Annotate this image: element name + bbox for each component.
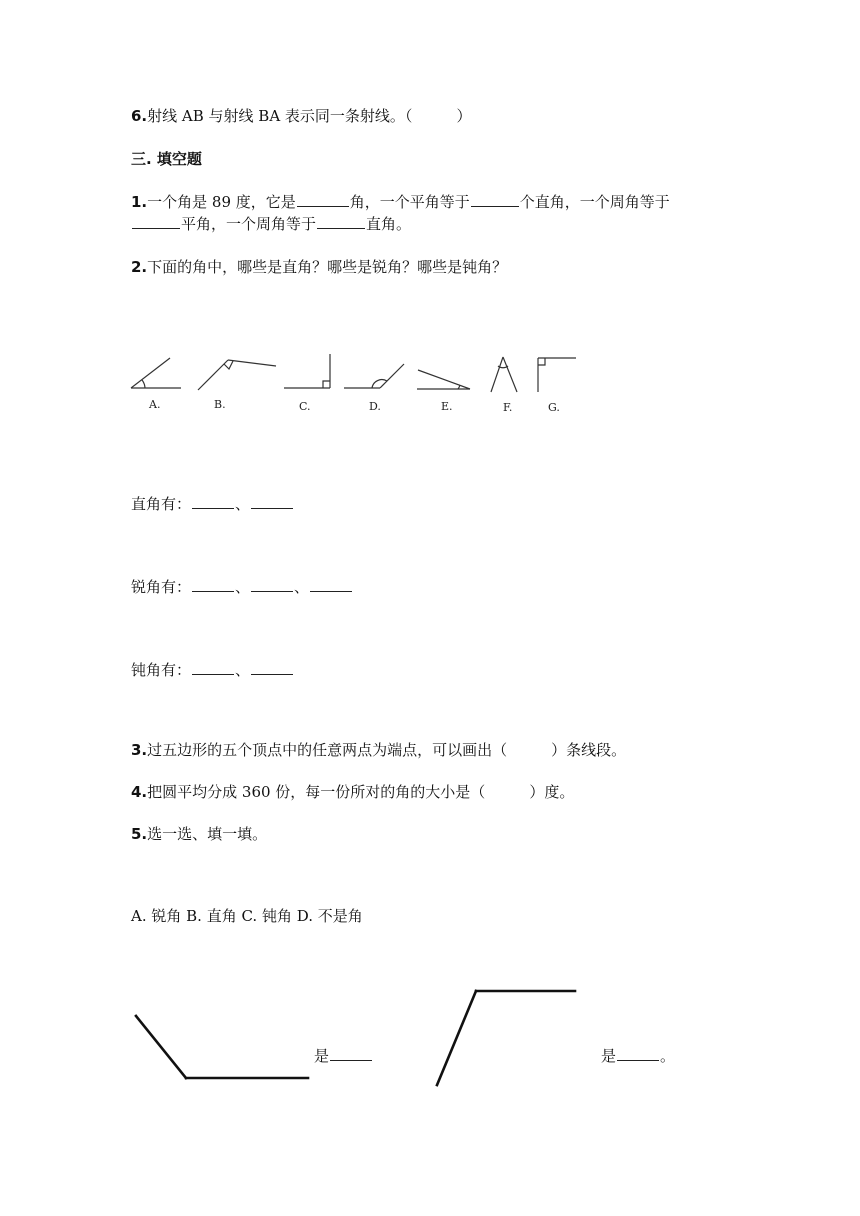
answer-blank[interactable] (317, 214, 365, 229)
question-close: ）条线段。 (551, 741, 627, 759)
right-angle-answers (131, 494, 294, 514)
text-part: 个直角，一个周角等于 (519, 193, 670, 211)
angle-a-figure (131, 358, 181, 388)
fill-2 (131, 257, 507, 277)
angle-f-figure (491, 357, 517, 392)
section-title: 三. 填空题 (131, 150, 202, 168)
answer-label: 钝角有： (131, 661, 192, 679)
fig-1-answer (314, 1046, 373, 1066)
answer-blank[interactable] (617, 1046, 659, 1061)
acute-angle-answers (131, 577, 353, 597)
question-text: 下面的角中，哪些是直角？哪些是锐角？哪些是钝角？ (147, 258, 508, 276)
question-text: 把圆平均分成 360 份，每一份所对的角的大小是（ (147, 783, 486, 801)
answer-blank[interactable] (471, 192, 519, 207)
answer-label: 是 (601, 1047, 617, 1065)
answer-blank[interactable] (132, 214, 180, 229)
answer-blank[interactable] (330, 1046, 372, 1061)
question-number: 2. (131, 258, 148, 276)
period: 。 (660, 1047, 676, 1065)
question-text: 过五边形的五个顶点中的任意两点为端点，可以画出（ (147, 741, 508, 759)
question-text: 射线 AB 与射线 BA 表示同一条射线。（ (147, 107, 413, 125)
fill-1-line-1 (131, 192, 670, 212)
angle-b-figure (198, 360, 276, 390)
fill-5-options: A. 锐角 B. 直角 C. 钝角 D. 不是角 (131, 907, 363, 925)
fill-1-line-2 (131, 214, 411, 234)
fig-2-answer (601, 1046, 675, 1066)
question-close: ）度。 (529, 783, 575, 801)
angle-label: G. (548, 401, 560, 414)
answer-blank[interactable] (192, 660, 234, 675)
answer-blank[interactable] (251, 494, 293, 509)
angle-label: E. (441, 400, 453, 413)
obtuse-angle-answers (131, 660, 294, 680)
angle-c-figure (284, 354, 330, 388)
question-number: 6. (131, 107, 148, 125)
answer-label: 直角有： (131, 495, 192, 513)
separator: 、 (294, 578, 310, 596)
angle-figure-2 (437, 991, 575, 1085)
text-part: 平角，一个周角等于 (181, 215, 317, 233)
question-number: 1. (131, 193, 148, 211)
answer-blank[interactable] (192, 494, 234, 509)
angle-figures (0, 340, 860, 430)
question-close: ） (456, 107, 472, 125)
question-number: 4. (131, 783, 148, 801)
answer-blank[interactable] (297, 192, 349, 207)
answer-blank[interactable] (310, 577, 352, 592)
answer-label: 是 (314, 1047, 330, 1065)
separator: 、 (235, 495, 251, 513)
text-part: 直角。 (366, 215, 412, 233)
question-number: 5. (131, 825, 148, 843)
answer-label: 锐角有： (131, 578, 192, 596)
fill-4 (131, 782, 574, 802)
answer-blank[interactable] (251, 577, 293, 592)
fill-5 (131, 824, 267, 844)
fill-5-figures (0, 980, 860, 1100)
angle-label: A. (149, 398, 161, 411)
angle-label: F. (503, 401, 513, 414)
angle-e-figure (417, 370, 470, 389)
angle-g-figure (538, 358, 576, 392)
answer-blank[interactable] (251, 660, 293, 675)
question-6 (131, 106, 471, 126)
answer-blank[interactable] (192, 577, 234, 592)
obtuse-angle-figure (136, 1016, 308, 1078)
angle-d-figure (344, 364, 404, 388)
question-number: 3. (131, 741, 148, 759)
angle-label: B. (214, 398, 226, 411)
angle-label: D. (369, 400, 381, 413)
separator: 、 (235, 661, 251, 679)
question-text: 选一选、填一填。 (147, 825, 268, 843)
text-part: 角，一个平角等于 (349, 193, 470, 211)
separator: 、 (235, 578, 251, 596)
fill-3 (131, 740, 626, 760)
angle-label: C. (299, 400, 311, 413)
text-part: 一个角是 89 度，它是 (147, 193, 296, 211)
